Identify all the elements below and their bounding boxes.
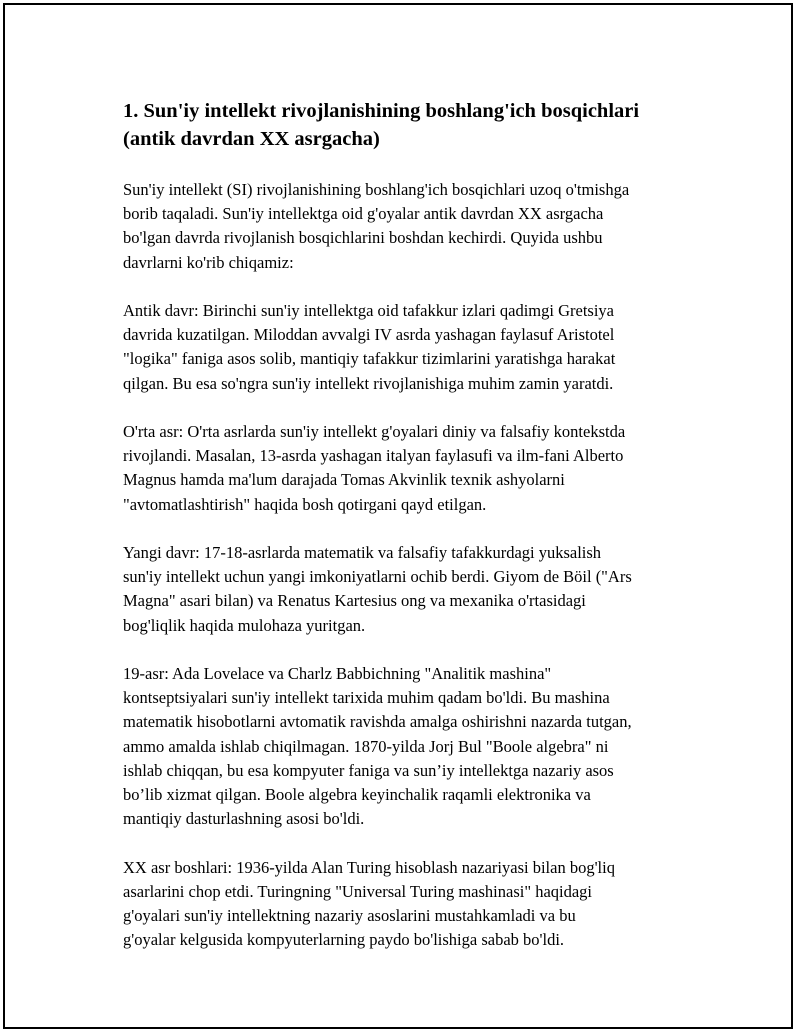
- text-line: borib taqaladi. Sun'iy intellektga oid g'oyalar antik davrdan XX asrgacha: [123, 204, 604, 224]
- text-line: davrlarni ko'rib chiqamiz:: [123, 252, 294, 272]
- text-line: ishlab chiqqan, bu esa kompyuter faniga va sun’iy intellektga nazariy asos: [123, 760, 614, 780]
- text-line: bog'liqlik haqida mulohaza yuritgan.: [123, 615, 366, 635]
- text-line: Sun'iy intellekt (SI) rivojlanishining boshlang'ich bosqichlari uzoq o'tmishga: [123, 180, 630, 199]
- heading-line: (antik davrdan XX asrgacha): [123, 128, 380, 150]
- text-line: bo’lib xizmat qilgan. Boole algebra keyinchalik raqamli elektronika va: [123, 785, 591, 805]
- heading-line: 1. Sun'iy intellekt rivojlanishining boshlang'ich bosqichlari: [123, 100, 640, 122]
- paragraph-antik-davr: [123, 299, 723, 396]
- text-line: Antik davr: Birinchi sun'iy intellektga oid tafakkur izlari qadimgi Gretsiya: [123, 301, 614, 320]
- paragraph-intro: [123, 178, 723, 275]
- text-line: ammo amalda ishlab chiqilmagan. 1870-yilda Jorj Bul "Boole algebra" ni: [123, 736, 609, 756]
- text-line: matematik hisobotlarni avtomatik ravishda amalga oshirishni nazarda tutgan,: [123, 712, 632, 732]
- document-content: [123, 97, 723, 977]
- text-line: mantiqiy dasturlashning asosi bo'ldi.: [123, 809, 365, 829]
- paragraph-orta-asr: [123, 420, 723, 517]
- document-page: [3, 3, 793, 1029]
- text-line: "logika" faniga asos solib, mantiqiy tafakkur tizimlarini yaratishga harakat: [123, 349, 616, 369]
- text-line: g'oyalari sun'iy intellektning nazariy asoslarini mustahkamladi va bu: [123, 906, 576, 926]
- text-line: "avtomatlashtirish" haqida bosh qotirgani qayd etilgan.: [123, 494, 487, 514]
- text-line: davrida kuzatilgan. Miloddan avvalgi IV asrda yashagan faylasuf Aristotel: [123, 325, 615, 345]
- paragraph-yangi-davr: [123, 541, 723, 638]
- text-line: XX asr boshlari: 1936-yilda Alan Turing hisoblash nazariyasi bilan bog'liq: [123, 857, 615, 877]
- text-line: Yangi davr: 17-18-asrlarda matematik va falsafiy tafakkurdagi yuksalish: [123, 543, 602, 562]
- text-line: asarlarini chop etdi. Turingning "Universal Turing mashinasi" haqidagi: [123, 881, 593, 901]
- text-line: Magnus hamda ma'lum darajada Tomas Akvinlik texnik ashyolarni: [123, 470, 565, 490]
- text-line: 19-asr: Ada Lovelace va Charlz Babbichning "Analitik mashina": [123, 664, 552, 683]
- text-line: g'oyalar kelgusida kompyuterlarning paydo bo'lishiga sabab bo'ldi.: [123, 930, 565, 950]
- section-heading: [123, 97, 723, 153]
- text-line: Magna" asari bilan) va Renatus Kartesius ong va mexanika o'rtasidagi: [123, 591, 586, 611]
- text-line: sun'iy intellekt uchun yangi imkoniyatlarni ochib berdi. Giyom de Böil ("Ars: [123, 567, 632, 587]
- text-line: kontseptsiyalari sun'iy intellekt tarixida muhim qadam bo'ldi. Bu mashina: [123, 688, 610, 708]
- text-line: bo'lgan davrda rivojlanish bosqichlarini boshdan kechirdi. Quyida ushbu: [123, 228, 603, 248]
- text-line: qilgan. Bu esa so'ngra sun'iy intellekt rivojlanishiga muhim zamin yaratdi.: [123, 373, 614, 393]
- paragraph-xx-asr: [123, 856, 723, 953]
- paragraph-19-asr: [123, 662, 723, 831]
- text-line: O'rta asr: O'rta asrlarda sun'iy intellekt g'oyalari diniy va falsafiy kontekstda: [123, 422, 626, 441]
- text-line: rivojlandi. Masalan, 13-asrda yashagan italyan faylasufi va ilm-fani Alberto: [123, 446, 624, 466]
